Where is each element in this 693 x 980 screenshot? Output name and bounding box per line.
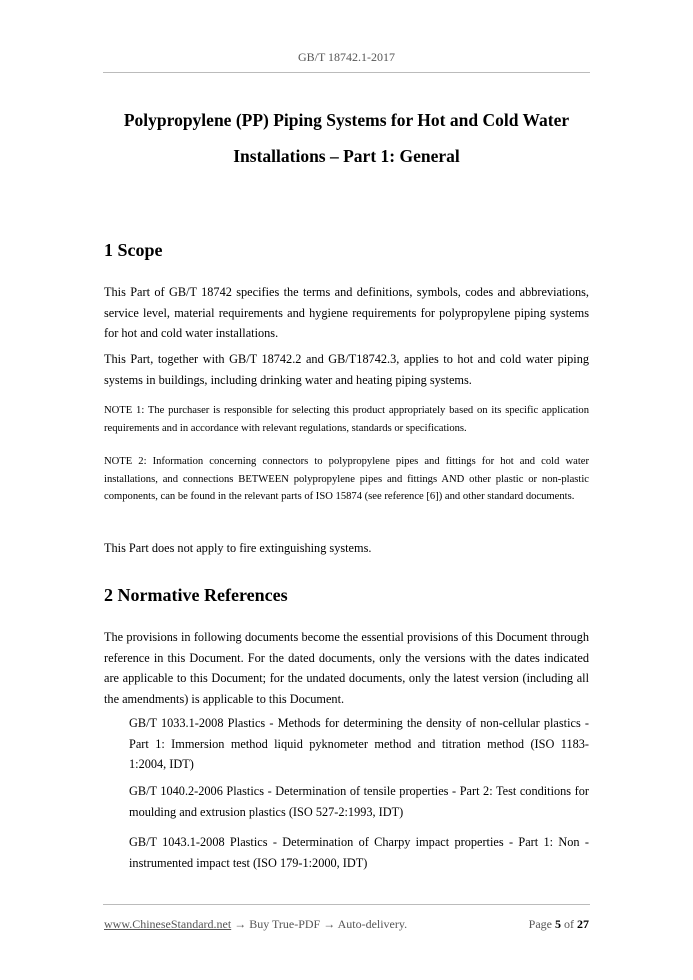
- page-current: 5: [555, 917, 561, 931]
- scope-paragraph-3: This Part does not apply to fire extinguishing systems.: [104, 541, 372, 555]
- header-divider: [103, 72, 590, 73]
- title-line-1: Polypropylene (PP) Piping Systems for Hot and Cold Water: [123, 110, 570, 130]
- footer-promo: [104, 917, 407, 932]
- running-header: GB/T 18742.1-2017: [297, 50, 396, 64]
- reference-item: GB/T 1043.1-2008 Plastics - Determination of Charpy impact properties - Part 1: Non - instrumented impact test (ISO 179-1:2000, IDT): [129, 835, 589, 870]
- normative-intro: The provisions in following documents become the essential provisions of this Document through reference in this Document. For the dated documents, only the versions with the dates indicated are applicable to this Document; for the undated documents, only the latest version (including all the amendments) is applicable to this Document.: [104, 630, 589, 706]
- page-number: [529, 917, 589, 932]
- section-heading-normative: 2 Normative References: [104, 585, 288, 605]
- scope-paragraph-1: This Part of GB/T 18742 specifies the terms and definitions, symbols, codes and abbreviations, service level, material requirements and hygiene requirements for polypropylene piping systems for hot and cold water installations.: [104, 285, 589, 340]
- of-word: of: [564, 917, 574, 931]
- scope-paragraph-2: This Part, together with GB/T 18742.2 and GB/T18742.3, applies to hot and cold water piping systems in buildings, including drinking water and heating piping systems.: [104, 352, 589, 387]
- scope-note-2: NOTE 2: Information concerning connectors to polypropylene pipes and fittings for hot and cold water installations, and connections BETWEEN polypropylene pipes and fittings AND other plastic or non-plastic components, can be found in the relevant parts of ISO 15874 (see reference [6]) and other standard documents.: [104, 456, 589, 502]
- title-line-2: Installations – Part 1: General: [233, 146, 460, 166]
- reference-item: GB/T 1040.2-2006 Plastics - Determination of tensile properties - Part 2: Test conditions for moulding and extrusion plastics (ISO 527-2:1993, IDT): [129, 784, 589, 819]
- section-heading-scope: 1 Scope: [104, 240, 163, 260]
- reference-item: GB/T 1033.1-2008 Plastics - Methods for determining the density of non-cellular plastics - Part 1: Immersion method liquid pyknometer method and titration method (ISO 1183-1:2004, IDT): [129, 716, 589, 771]
- document-title: [103, 102, 590, 174]
- page-word: Page: [528, 917, 552, 931]
- site-link[interactable]: www.ChineseStandard.net: [104, 917, 232, 931]
- footer-divider: [103, 904, 590, 905]
- page-total: 27: [577, 917, 589, 931]
- scope-note-1: NOTE 1: The purchaser is responsible for selecting this product appropriately based on its specific application requirements and in accordance with relevant regulations, standards or specifications.: [104, 405, 589, 434]
- footer-tagline: → Buy True-PDF → Auto-delivery.: [231, 917, 408, 931]
